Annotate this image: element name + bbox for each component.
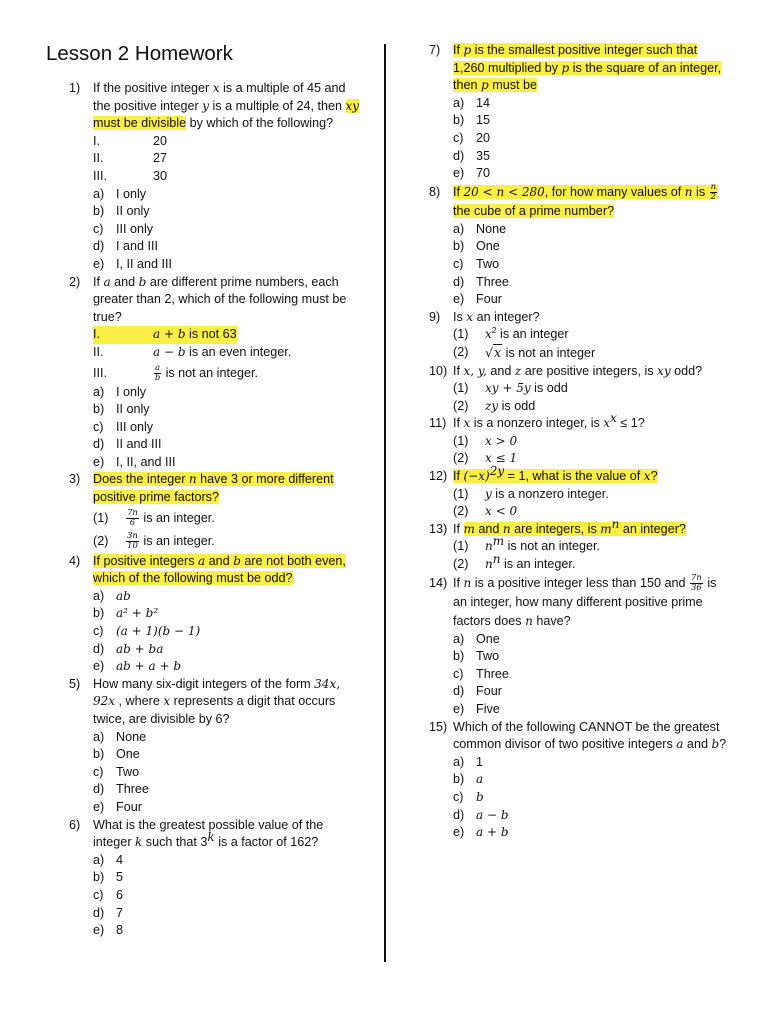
- answer-option: c) Two: [453, 256, 500, 271]
- roman-statement: II. 27: [93, 151, 168, 166]
- data-statement: (2) x ≤ 1: [453, 451, 518, 466]
- answer-option: a) I only: [93, 384, 147, 399]
- question-number: 2): [69, 274, 81, 289]
- answer-option: a) ab: [93, 588, 131, 603]
- question-7: [429, 42, 729, 95]
- answer-option: c) III only: [93, 419, 154, 434]
- question-text: If n is a positive integer less than 150 and $\frac{7n}{36}$ is an integer, how many different positive prime factors does n have?: [453, 573, 717, 628]
- question-text: If positive integers a and b are not both even, which of the following must be odd?: [93, 553, 346, 586]
- roman-statement: I. 20: [93, 133, 168, 148]
- data-statement: (1) xy + 5y is odd: [453, 381, 568, 396]
- question-number: 13): [429, 521, 448, 536]
- answer-option: b) II only: [93, 204, 150, 219]
- question-text: If m and n are integers, is $m^n$ an integer?: [453, 516, 686, 536]
- answer-option: b) Two: [453, 649, 500, 664]
- square-root: √x: [485, 344, 502, 360]
- question-12: [429, 463, 729, 486]
- answer-option: e) a + b: [453, 825, 509, 840]
- question-number: 8): [429, 184, 441, 199]
- answer-option: e) Five: [453, 702, 500, 716]
- fraction: $\frac{3n}{10}$: [127, 531, 138, 551]
- question-text: Does the integer n have 3 or more different positive prime factors?: [93, 472, 334, 505]
- answer-option: b) One: [93, 747, 140, 762]
- answer-option: a) None: [93, 729, 147, 744]
- answer-option: d) ab + ba: [93, 641, 164, 656]
- question-number: 10): [429, 363, 448, 378]
- question-13: [429, 516, 729, 539]
- data-statement: (1) y is a nonzero integer.: [453, 486, 609, 501]
- question-4: [69, 553, 364, 588]
- answer-option: e) 8: [93, 923, 124, 938]
- answer-option: e) I, II and III: [93, 256, 173, 271]
- question-number: 4): [69, 553, 81, 568]
- data-statement: (1) x > 0: [453, 433, 518, 448]
- question-text: If p is the smallest positive integer such that 1,260 multiplied by p is the square of an integer, then p must be: [453, 43, 722, 93]
- question-number: 15): [429, 719, 448, 734]
- answer-option: b) One: [453, 239, 500, 254]
- data-statement: (1) $n^m$ is not an integer.: [453, 534, 601, 554]
- answer-option: c) b: [453, 789, 484, 804]
- roman-statement: III. 30: [93, 168, 168, 183]
- highlight: xy must be divisible: [93, 98, 360, 131]
- answer-option: b) a: [453, 772, 484, 787]
- answer-option: d) Three: [93, 782, 149, 797]
- answer-option: a) 14: [453, 95, 491, 110]
- question-text: Is x an integer?: [453, 309, 540, 324]
- left-column: [69, 80, 364, 940]
- question-number: 5): [69, 676, 81, 691]
- question-number: 12): [429, 469, 448, 484]
- question-text: Which of the following CANNOT be the greatest common divisor of two positive integers a and b?: [453, 719, 727, 752]
- question-9: [429, 309, 729, 327]
- answer-option: e) 70: [453, 166, 491, 181]
- answer-option: d) a − b: [453, 807, 509, 822]
- answer-option: d) I and III: [93, 239, 159, 254]
- roman-statement: III. $\frac{a}{b}$ is not an integer.: [93, 363, 258, 383]
- answer-option: b) a² + b²: [93, 606, 159, 621]
- answer-option: a) 1: [453, 754, 484, 769]
- data-statement: (2) zy is odd: [453, 398, 536, 413]
- roman-statement: II. a − b is an even integer.: [93, 344, 292, 359]
- question-number: 6): [69, 817, 81, 832]
- fraction: $\frac{n}{2}$: [710, 182, 717, 202]
- answer-option: c) III only: [93, 221, 154, 236]
- question-text: What is the greatest possible value of the integer k such that 3$^k$ is a factor of 162?: [93, 817, 324, 850]
- right-column: [429, 42, 729, 842]
- question-1: [69, 80, 364, 133]
- question-number: 14): [429, 575, 448, 590]
- data-statement: (2) x < 0: [453, 504, 518, 519]
- question-number: 11): [429, 416, 447, 431]
- question-text: If $(-x)^{2y} = 1$, what is the value of x?: [453, 463, 658, 484]
- question-number: 3): [69, 472, 81, 487]
- fraction: $\frac{7n}{36}$: [690, 573, 702, 593]
- question-text: If 20 < n < 280, for how many values of n is $\frac{n}{2}$ the cube of a prime number?: [453, 182, 717, 218]
- answer-option: a) One: [453, 631, 500, 646]
- page-title: Lesson 2 Homework: [46, 42, 233, 65]
- question-number: 1): [69, 81, 81, 95]
- answer-option: d) Three: [453, 274, 509, 289]
- question-6: [69, 817, 364, 852]
- answer-option: c) 6: [93, 887, 124, 902]
- answer-option: c) Three: [453, 666, 509, 681]
- answer-option: e) Four: [453, 292, 502, 307]
- answer-option: a) None: [453, 221, 507, 236]
- roman-statement: I. a + b is not 63: [69, 326, 364, 344]
- answer-option: b) 5: [93, 870, 124, 885]
- question-text: If the positive integer x is a multiple of 45 and the positive integer y is a multiple of 24, then xy must be divisible by which of the following?: [93, 81, 360, 131]
- question-14: [429, 574, 729, 631]
- question-text: If x is a nonzero integer, is $x^x \le 1$?: [453, 411, 645, 431]
- question-11: [429, 411, 729, 433]
- data-statement: (2) $\frac{3n}{10}$ is an integer.: [93, 531, 215, 551]
- answer-option: d) 35: [453, 148, 491, 163]
- question-8: [429, 183, 729, 221]
- question-15: [429, 719, 729, 754]
- answer-option: e) I, II, and III: [93, 454, 176, 469]
- answer-option: a) 4: [93, 852, 124, 867]
- answer-option: a) I only: [93, 186, 147, 201]
- question-text: If x, y, and z are positive integers, is xy odd?: [453, 363, 703, 378]
- answer-option: b) 15: [453, 113, 491, 128]
- answer-option: e) ab + a + b: [93, 659, 182, 674]
- answer-option: d) II and III: [93, 437, 162, 452]
- question-3: [69, 471, 364, 506]
- answer-option: d) Four: [453, 684, 502, 699]
- answer-option: c) (a + 1)(b − 1): [93, 624, 201, 639]
- answer-option: c) Two: [93, 764, 140, 779]
- data-statement: (2) √x is not an integer: [453, 344, 596, 360]
- answer-option: e) Four: [93, 799, 142, 814]
- answer-option: b) II only: [93, 402, 150, 417]
- question-2: [69, 274, 364, 327]
- data-statement: (2) $n^n$ is an integer.: [453, 551, 576, 572]
- column-divider: [384, 44, 386, 962]
- question-10: [429, 363, 729, 381]
- answer-option: d) 7: [93, 905, 124, 920]
- question-text: If a and b are different prime numbers, each greater than 2, which of the following must be true?: [93, 274, 347, 324]
- question-5: [69, 676, 364, 729]
- data-statement: (1) $\frac{7n}{6}$ is an integer.: [93, 508, 215, 528]
- data-statement: (1) $x^2$ is an integer: [453, 325, 569, 342]
- fraction: $\frac{a}{b}$: [154, 363, 161, 383]
- fraction: $\frac{7n}{6}$: [127, 508, 138, 528]
- question-text: How many six-digit integers of the form 34x, 92x , where x represents a digit that occurs twice, are divisible by 6?: [93, 676, 341, 726]
- answer-option: c) 20: [453, 130, 491, 145]
- question-number: 7): [429, 43, 441, 57]
- question-number: 9): [429, 309, 441, 324]
